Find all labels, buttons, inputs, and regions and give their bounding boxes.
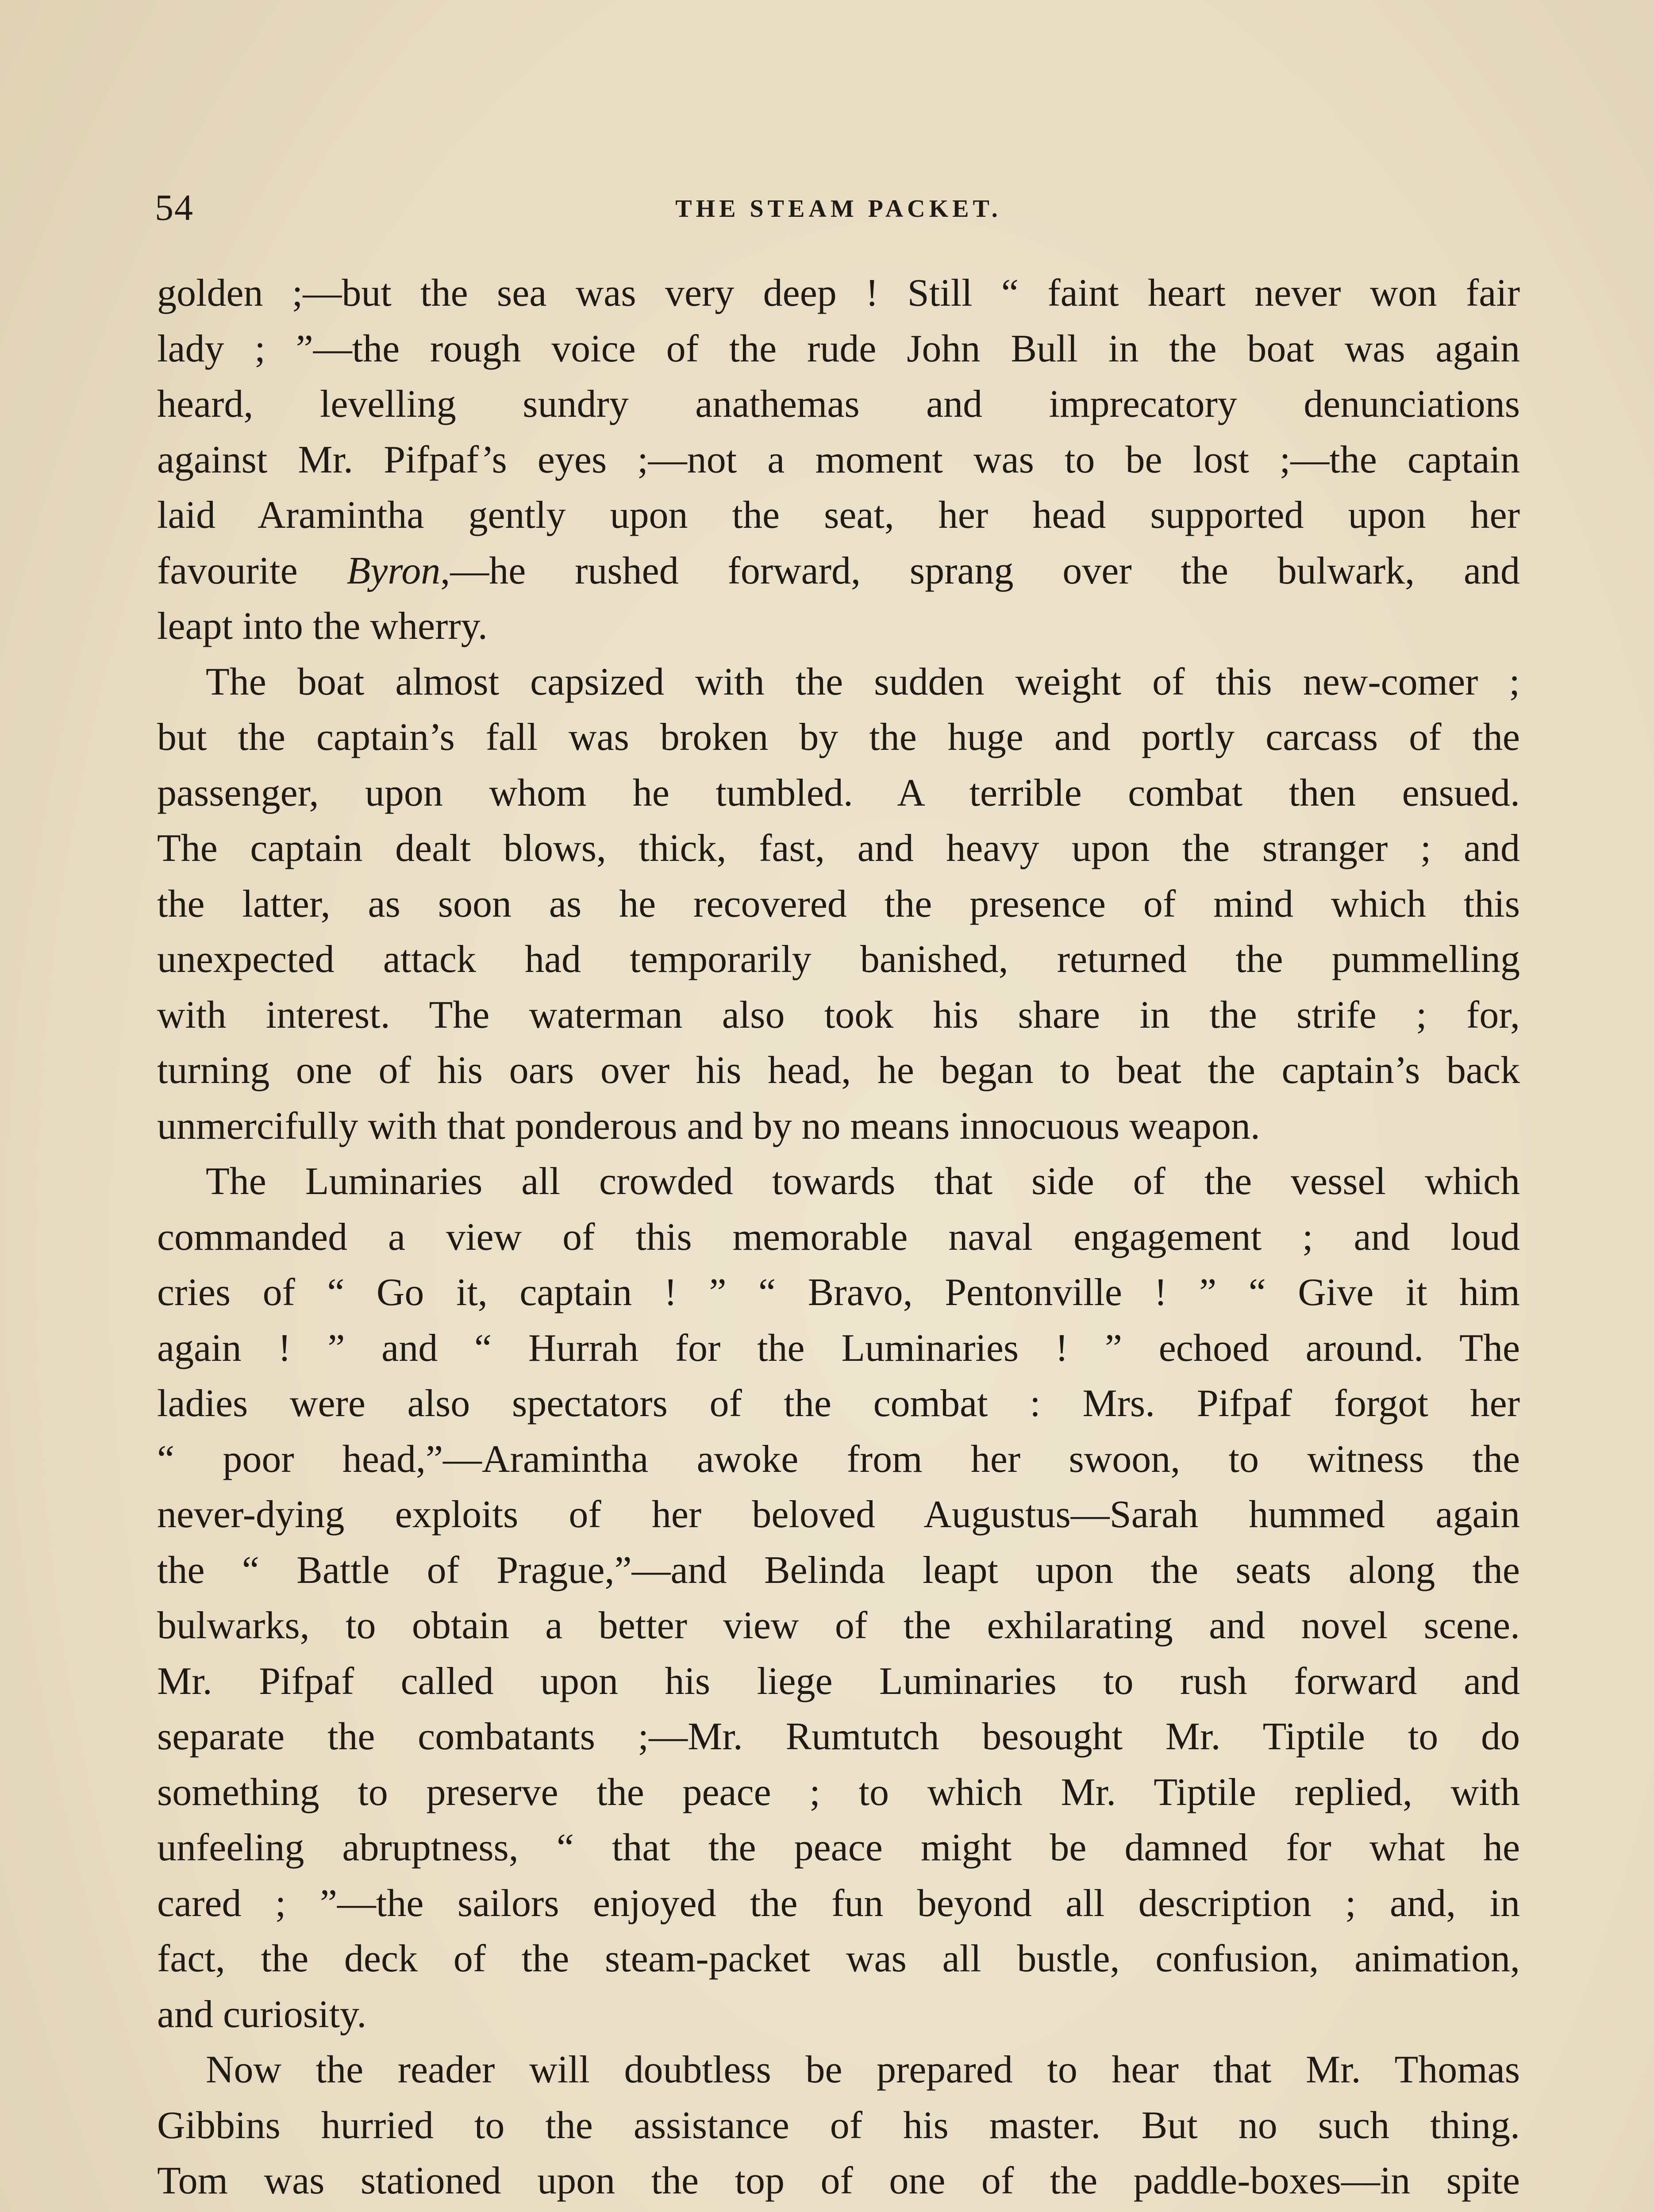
text-line: Gibbins hurried to the assistance of his master. But no such thing. [157,2104,1520,2147]
text-line: against Mr. Pifpaf’s eyes ;—not a moment was to be lost ;—the captain [157,438,1520,481]
text-line: unexpected attack had temporarily banished, returned the pummelling [157,938,1520,981]
text-line: Now the reader will doubtless be prepared to hear that Mr. Thomas [206,2048,1520,2091]
text-line: and curiosity. [157,1993,367,2036]
text-line: unfeeling abruptness, “ that the peace might be damned for what he [157,1826,1520,1869]
text-line: turning one of his oars over his head, he began to beat the captain’s back [157,1049,1520,1092]
paragraph [157,1154,1520,2042]
text-line: laid Aramintha gently upon the seat, her head supported upon her [157,494,1520,537]
text-line: but the captain’s fall was broken by the huge and portly carcass of the [157,716,1520,759]
text-line: The Luminaries all crowded towards that side of the vessel which [206,1160,1520,1203]
page-header [155,181,1522,234]
text-line: Mr. Pifpaf called upon his liege Luminaries to rush forward and [157,1659,1520,1703]
text-line: something to preserve the peace ; to which Mr. Tiptile replied, with [157,1770,1520,1814]
text-line: lady ; ”—the rough voice of the rude John Bull in the boat was again [157,327,1520,370]
text-line: fact, the deck of the steam-packet was all bustle, confusion, animation, [157,1937,1520,1980]
text-line: again ! ” and “ Hurrah for the Luminaries ! ” echoed around. The [157,1326,1520,1370]
text-line: separate the combatants ;—Mr. Rumtutch besought Mr. Tiptile to do [157,1715,1520,1758]
text-line [157,2209,1520,2212]
text-line: unmercifully with that ponderous and by no means innocuous weapon. [157,1104,1260,1148]
text-line: ladies were also spectators of the combat : Mrs. Pifpaf forgot her [157,1382,1520,1425]
paragraph [157,2042,1520,2212]
text-line: golden ;—but the sea was very deep ! Still “ faint heart never won fair [157,272,1520,315]
running-title: THE STEAM PACKET. [675,195,1002,223]
body-text [157,265,1520,2212]
text-line: The boat almost capsized with the sudden weight of this new-comer ; [206,660,1520,703]
text-line: “ poor head,”—Aramintha awoke from her swoon, to witness the [157,1437,1520,1481]
text-line: the “ Battle of Prague,”—and Belinda leapt upon the seats along the [157,1548,1520,1592]
text-line: passenger, upon whom he tumbled. A terrible combat then ensued. [157,771,1520,814]
text-line: commanded a view of this memorable naval engagement ; and loud [157,1215,1520,1259]
text-line: cries of “ Go it, captain ! ” “ Bravo, Pentonville ! ” “ Give it him [157,1271,1520,1314]
text-line: with interest. The waterman also took his share in the strife ; for, [157,993,1520,1037]
text-line: bulwarks, to obtain a better view of the exhilarating and novel scene. [157,1604,1520,1647]
text-line: cared ; ”—the sailors enjoyed the fun beyond all description ; and, in [157,1882,1520,1925]
paragraph [157,265,1520,654]
text-line: The captain dealt blows, thick, fast, and heavy upon the stranger ; and [157,827,1520,870]
text-line: never-dying exploits of her beloved Augustus—Sarah hummed again [157,1493,1520,1536]
text-line: the latter, as soon as he recovered the presence of mind which this [157,882,1520,926]
paragraph [157,654,1520,1154]
text-line: favourite Byron,—he rushed forward, sprang over the bulwark, and [157,549,1520,592]
text-line: Tom was stationed upon the top of one of the paddle-boxes—in spite [157,2159,1520,2202]
text-line: leapt into the wherry. [157,605,488,648]
page-number: 54 [155,187,194,228]
text-line: heard, levelling sundry anathemas and imprecatory denunciations [157,383,1520,426]
